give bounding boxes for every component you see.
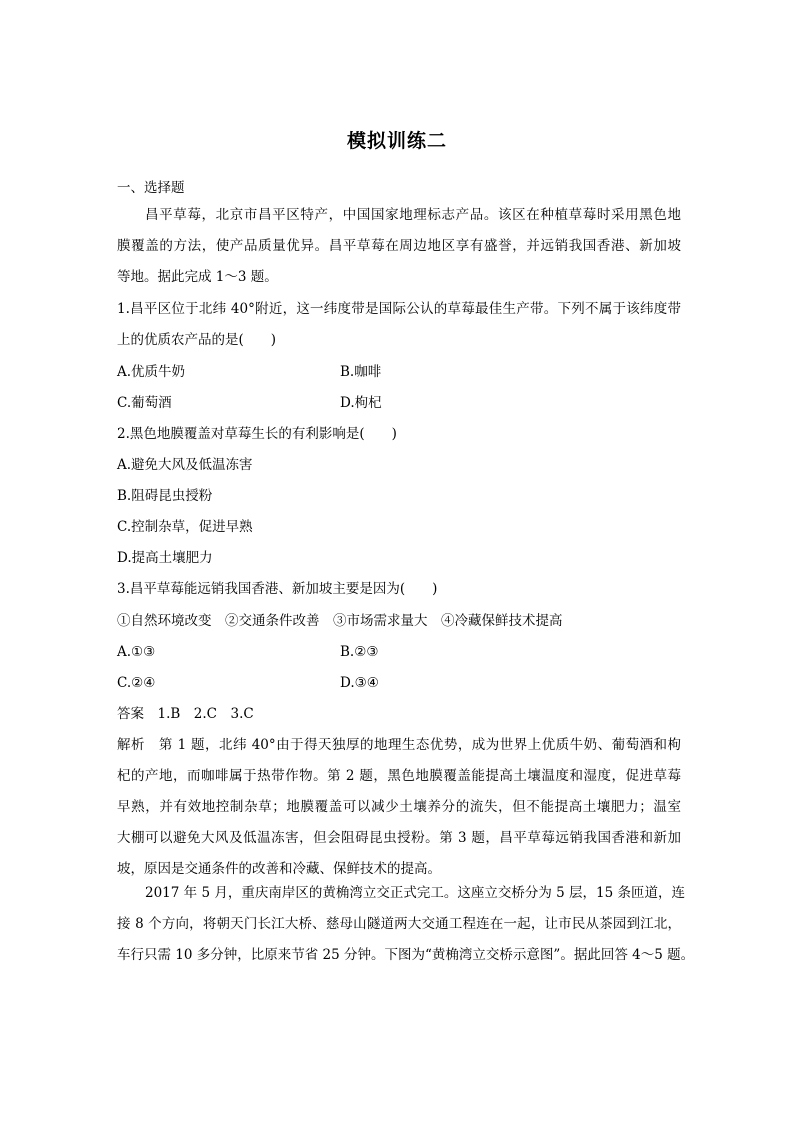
analysis-line: 杞的产地，而咖啡属于热带作物。第 2 题，黑色地膜覆盖能提高土壤温度和湿度，促进草莓	[117, 768, 681, 784]
analysis-line: 解析 第 1 题，北纬 40°由于得天独厚的地理生态优势，成为世界上优质牛奶、葡萄酒和枸	[117, 737, 681, 753]
analysis-line: 坡，原因是交通条件的改善和冷藏、保鲜技术的提高。	[117, 861, 441, 877]
q2-option-d: D.提高土壤肥力	[117, 550, 213, 566]
q2-option-a: A.避免大风及低温冻害	[117, 457, 253, 473]
q2-stem: 2.黑色地膜覆盖对草莓生长的有利影响是( )	[117, 426, 397, 442]
passage2-line: 车行只需 10 多分钟，比原来节省 25 分钟。下图为“黄桷湾立交桥示意图”。据此回答 4～5 题。	[117, 947, 695, 963]
section-heading: 一、选择题	[117, 180, 185, 196]
q1-option-c: C.葡萄酒	[117, 395, 172, 411]
passage1-line: 膜覆盖的方法，使产品质量优异。昌平草莓在周边地区享有盛誉，并远销我国香港、新加坡	[117, 238, 681, 254]
q3-option-c: C.②④	[117, 675, 156, 691]
q3-stem: 3.昌平草莓能远销我国香港、新加坡主要是因为( )	[117, 581, 438, 597]
page-title: 模拟训练二	[346, 130, 447, 152]
q1-option-d: D.枸杞	[340, 395, 382, 411]
answer-line: 答案 1.B 2.C 3.C	[117, 706, 254, 722]
q1-option-a: A.优质牛奶	[117, 364, 186, 380]
q3-option-a: A.①③	[117, 644, 156, 660]
passage2-line: 2017 年 5 月，重庆南岸区的黄桷湾立交正式完工。这座立交桥分为 5 层，15 条匝道，连	[145, 885, 685, 901]
q1-option-b: B.咖啡	[340, 364, 382, 380]
q3-items: ①自然环境改变 ②交通条件改善 ③市场需求量大 ④冷藏保鲜技术提高	[117, 613, 563, 629]
analysis-line: 早熟，并有效地控制杂草；地膜覆盖可以减少土壤养分的流失，但不能提高土壤肥力；温室	[117, 799, 681, 815]
q2-option-b: B.阻碍昆虫授粉	[117, 488, 213, 504]
passage1-line: 昌平草莓，北京市昌平区特产，中国国家地理标志产品。该区在种植草莓时采用黑色地	[145, 207, 681, 223]
passage2-line: 接 8 个方向，将朝天门长江大桥、慈母山隧道两大交通工程连在一起，让市民从茶园到江北，	[117, 916, 681, 932]
q1-stem: 上的优质农产品的是( )	[117, 332, 277, 348]
q3-option-d: D.③④	[340, 675, 379, 691]
q3-option-b: B.②③	[340, 644, 379, 660]
passage1-line: 等地。据此完成 1～3 题。	[117, 269, 278, 285]
analysis-line: 大棚可以避免大风及低温冻害，但会阻碍昆虫授粉。第 3 题，昌平草莓远销我国香港和新加	[117, 830, 681, 846]
q2-option-c: C.控制杂草，促进早熟	[117, 519, 253, 535]
q1-stem: 1.昌平区位于北纬 40°附近，这一纬度带是国际公认的草莓最佳生产带。下列不属于该纬度带	[117, 301, 681, 317]
